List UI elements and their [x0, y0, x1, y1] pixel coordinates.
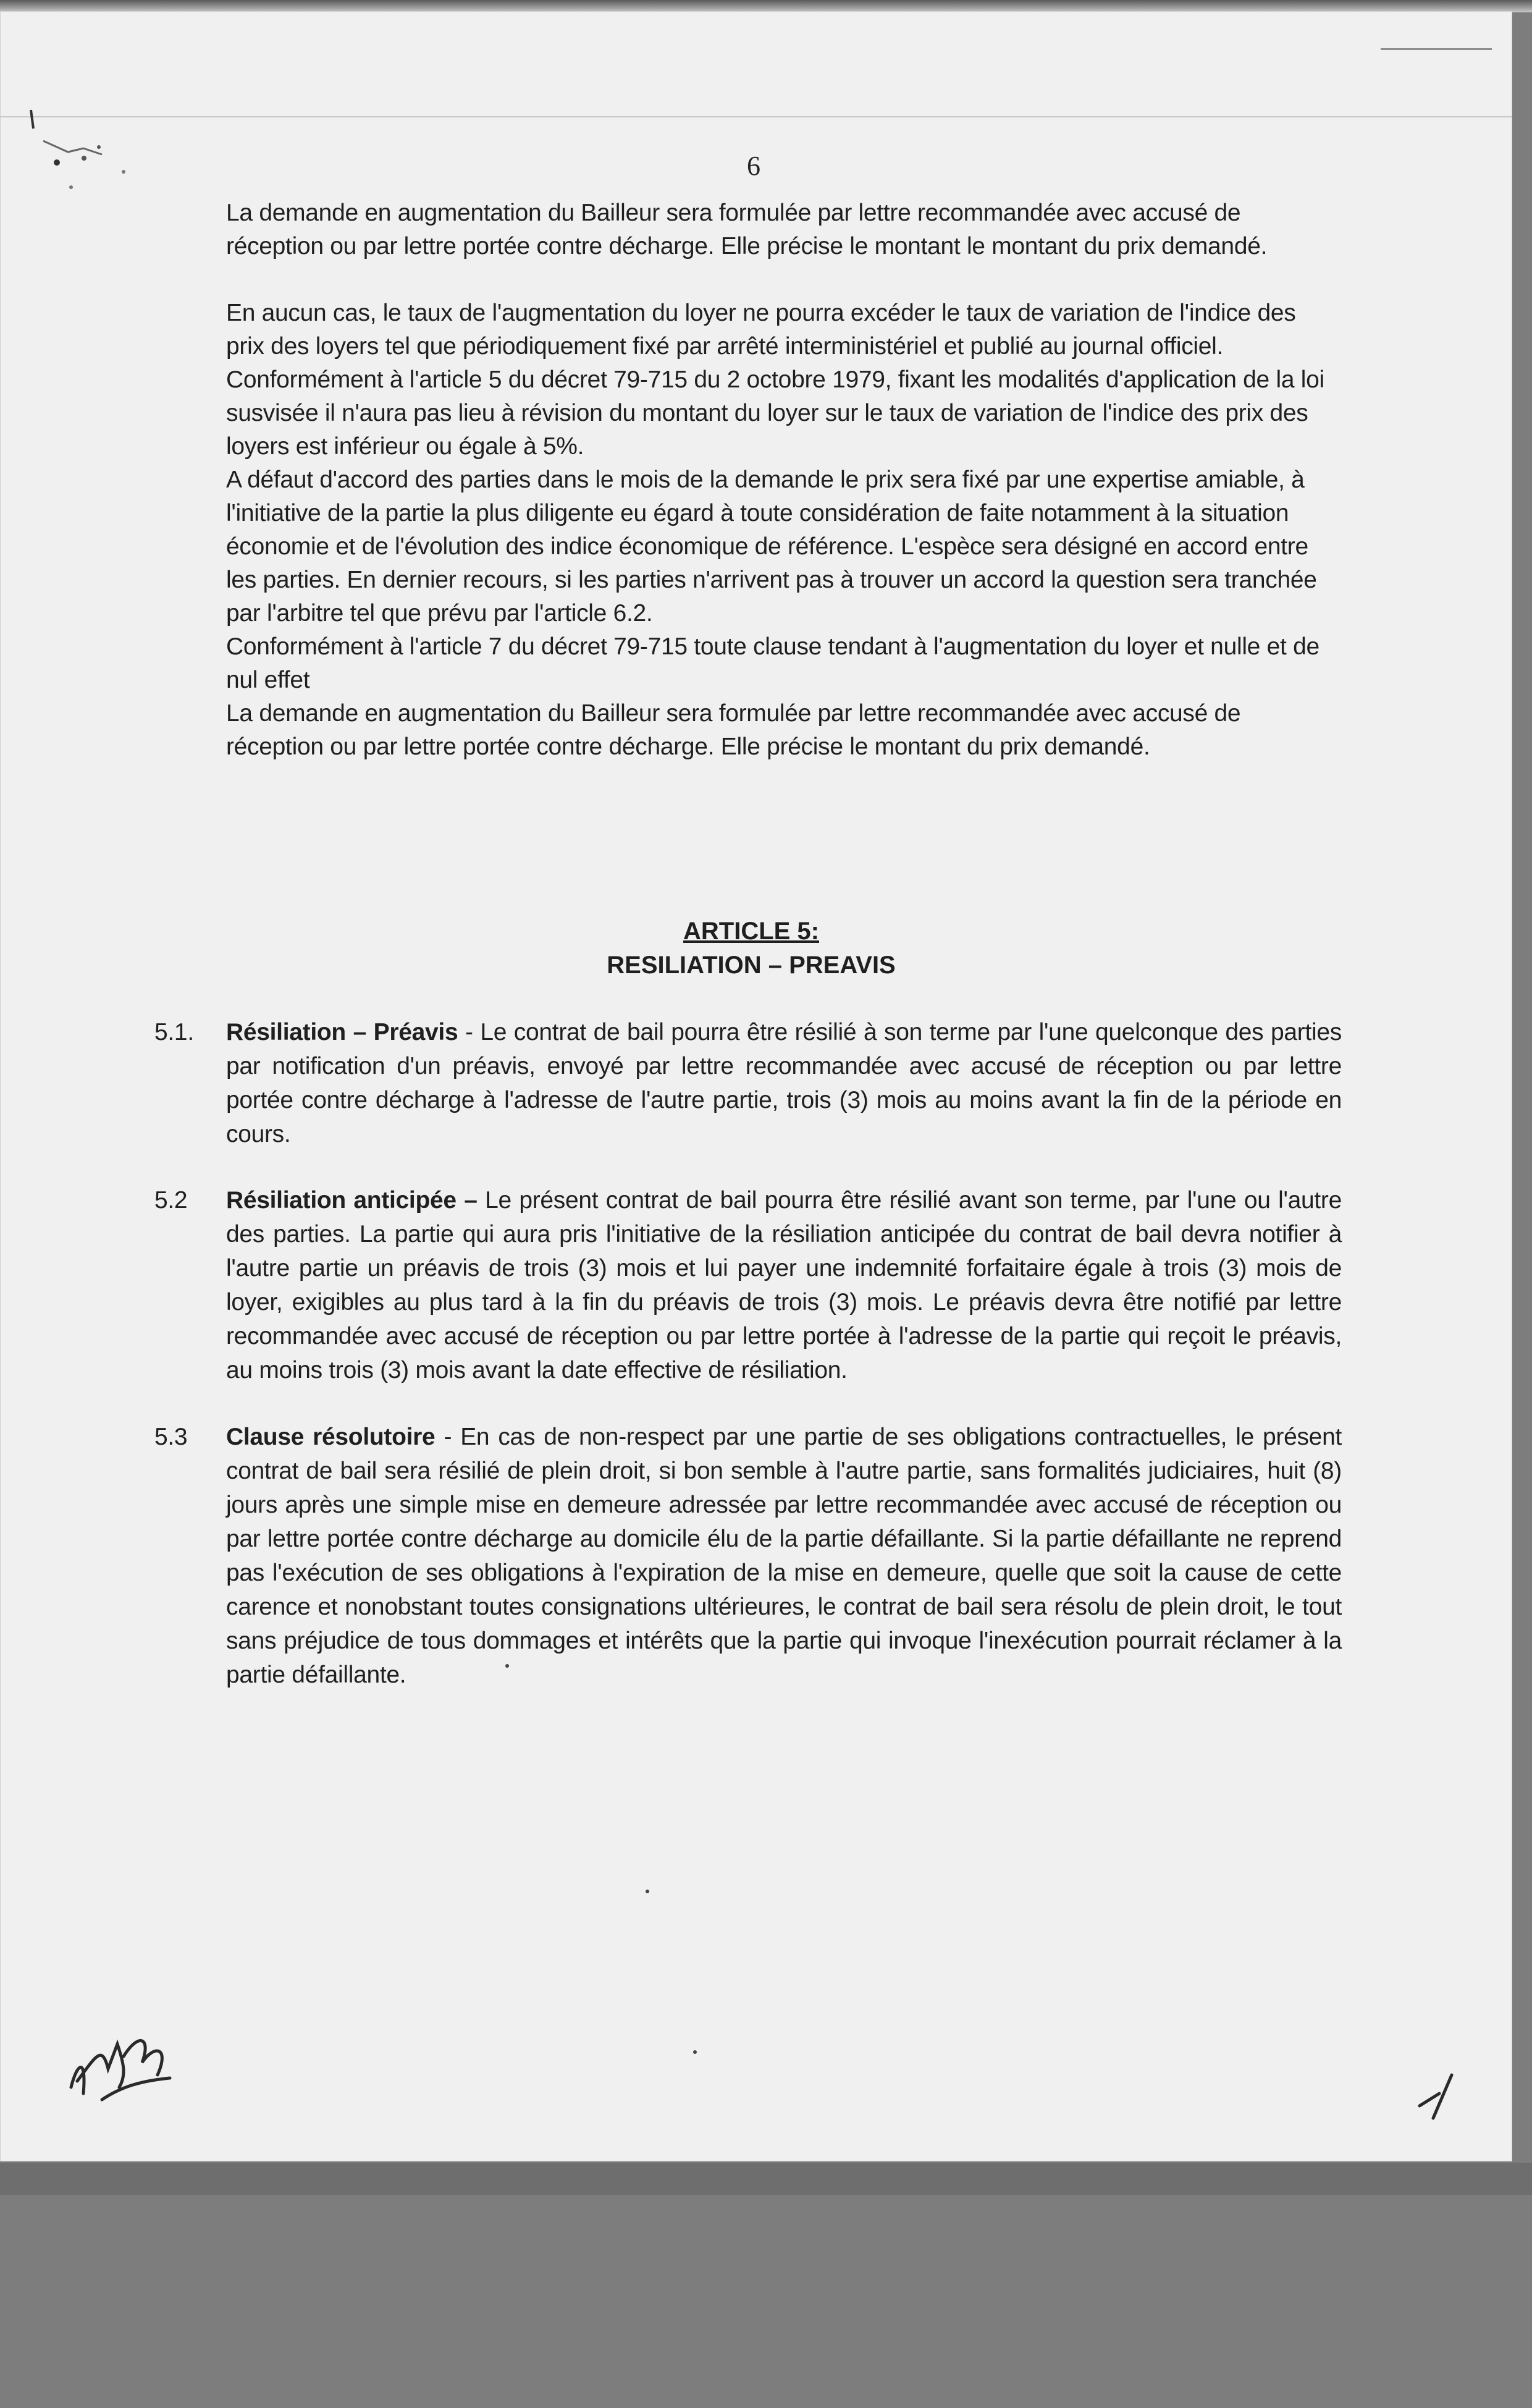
header-rule — [0, 116, 1512, 117]
clause-text: - Le contrat de bail pourra être résilié à son terme par l'une quelconque des parties par notification d'un préavis, envoyé par lettre recommandée avec accusé de réception ou par lettre portée contre décharge à l'adresse de l'autre partie, trois (3) mois au moins avant la fin de la période en cours. — [226, 1019, 1342, 1147]
document-page — [0, 11, 1512, 2161]
clause-body — [226, 1015, 1342, 1151]
page-number: 6 — [747, 151, 760, 181]
clause-title: Résiliation anticipée – — [226, 1187, 478, 1214]
article-subheading: RESILIATION – PREAVIS — [607, 952, 896, 979]
scan-top-edge — [0, 0, 1532, 12]
scan-specks — [25, 104, 173, 196]
clause-title: Résiliation – Préavis — [226, 1019, 458, 1046]
intro-paragraph: Conformément à l'article 7 du décret 79-715 toute clause tendant à l'augmentation du loyer et nulle et de nul effet — [226, 633, 1319, 693]
initial-mark — [1415, 2069, 1464, 2124]
intro-section — [226, 196, 1338, 764]
article-heading: ARTICLE 5: — [683, 918, 819, 945]
clause-5-1 — [154, 1015, 1342, 1151]
intro-paragraph: En aucun cas, le taux de l'augmentation du loyer ne pourra excéder le taux de variation de l'indice des prix des loyers tel que périodiquement fixé par arrêté interministériel et publié au journal officiel. — [226, 300, 1296, 360]
scan-edge-line — [1381, 48, 1492, 50]
intro-paragraph: Conformément à l'article 5 du décret 79-715 du 2 octobre 1979, fixant les modalités d'application de la loi susvisée il n'aura pas lieu à révision du montant du loyer sur le taux de variation de l'indice des prix des loyers est inférieur ou égale à 5%. — [226, 366, 1324, 460]
article-title — [226, 915, 1276, 982]
scan-dot — [505, 1664, 509, 1668]
clause-text: - En cas de non-respect par une partie de ses obligations contractuelles, le présent contrat de bail sera résilié de plein droit, si bon semble à l'autre partie, sans formalités judiciaires, huit (8) jours après une simple mise en demeure adressée par lettre recommandée avec accusé de réception ou par lettre portée contre décharge au domicile élu de la partie défaillante. Si la partie défaillante ne reprend pas l'exécution de ses obligations à l'expiration de la mise en demeure, quelle que soit la cause de cette carence et nonobstant toutes consignations ultérieures, le contrat de bail sera résolu de plein droit, le tout sans préjudice de tous dommages et intérêts que la partie qui invoque l'inexécution pourrait réclamer à la partie défaillante. — [226, 1424, 1342, 1688]
clause-number: 5.3 — [154, 1424, 188, 1450]
clause-text: Le présent contrat de bail pourra être résilié avant son terme, par l'une ou l'autre des parties. La partie qui aura pris l'initiative de la résiliation anticipée du contrat de bail devra notifier à l'autre partie un préavis de trois (3) mois et lui payer une indemnité forfaitaire égale à trois (3) mois de loyer, exigibles au plus tard à la fin du préavis de trois (3) mois. Le préavis devra être notifié par lettre recommandée avec accusé de réception ou par lettre portée à l'adresse de la partie qui reçoit le préavis, au moins trois (3) mois avant la date effective de résiliation. — [226, 1187, 1342, 1384]
intro-paragraph: A défaut d'accord des parties dans le mois de la demande le prix sera fixé par une expertise amiable, à l'initiative de la partie la plus diligente eu égard à toute considération de faite notamment à la situation économie et de l'évolution des indice économique de référence. L'espèce sera désigné en accord entre les parties. En dernier recours, si les parties n'arrivent pas à trouver un accord la question sera tranchée par l'arbitre tel que prévu par l'article 6.2. — [226, 467, 1317, 627]
clause-5-2 — [154, 1183, 1342, 1387]
scan-bottom-band — [0, 2163, 1532, 2195]
clause-number: 5.2 — [154, 1187, 188, 1214]
clause-body — [226, 1183, 1342, 1387]
scan-dot — [646, 1890, 649, 1893]
clause-number: 5.1. — [154, 1019, 194, 1046]
scan-dot — [693, 2050, 697, 2054]
clause-title: Clause résolutoire — [226, 1424, 436, 1450]
clause-body — [226, 1420, 1342, 1692]
handwritten-signature — [65, 2019, 201, 2112]
intro-paragraph: La demande en augmentation du Bailleur sera formulée par lettre recommandée avec accusé de réception ou par lettre portée contre décharge. Elle précise le montant le montant du prix demandé. — [226, 200, 1268, 260]
intro-paragraph: La demande en augmentation du Bailleur sera formulée par lettre recommandée avec accusé de réception ou par lettre portée contre décharge. Elle précise le montant du prix demandé. — [226, 700, 1241, 760]
paragraph-gap — [226, 263, 1338, 297]
clause-5-3 — [154, 1420, 1342, 1692]
